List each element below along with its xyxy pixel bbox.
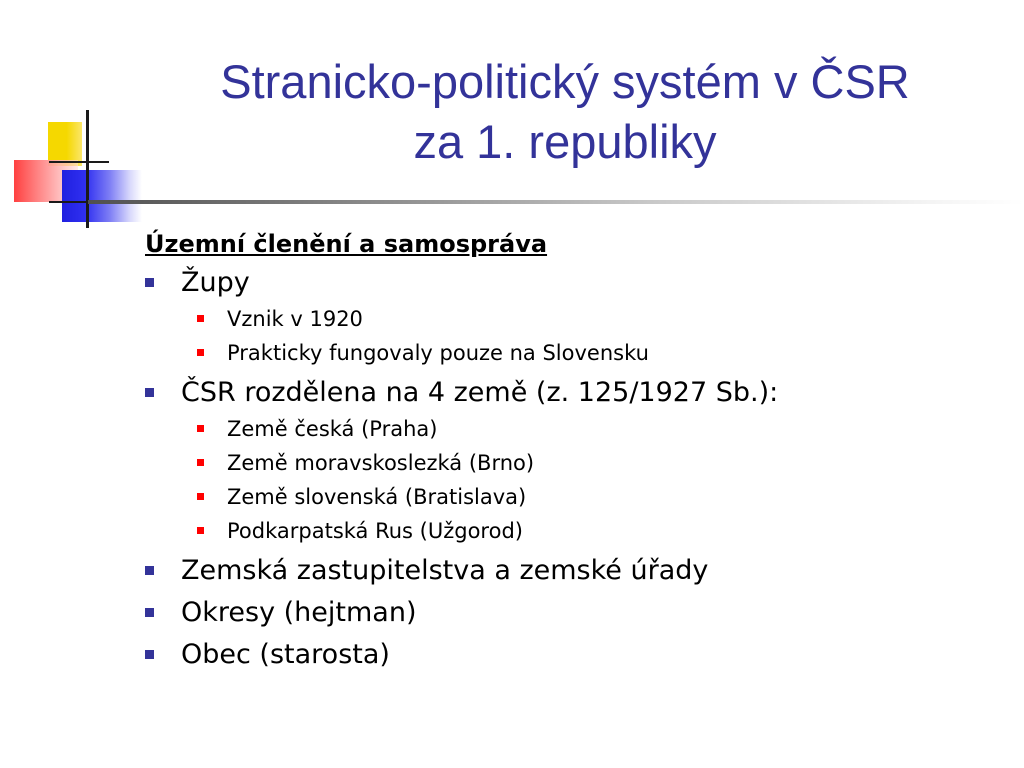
blue-square-bullet-icon	[145, 278, 154, 287]
red-square-bullet-icon	[197, 527, 204, 534]
slide-body	[145, 224, 1005, 674]
red-square-bullet-icon	[197, 425, 204, 432]
sub-list-item	[145, 336, 1005, 370]
title-divider	[88, 200, 1024, 204]
list-item	[145, 374, 1005, 412]
horizontal-line-top	[49, 161, 109, 163]
list-item-text: Zemská zastupitelstva a zemské úřady	[181, 555, 709, 586]
sub-list-item	[145, 480, 1005, 514]
vertical-line	[86, 110, 89, 228]
list-item-text: Okresy (hejtman)	[181, 597, 417, 628]
list-item-text: Obec (starosta)	[181, 639, 390, 670]
red-square-bullet-icon	[197, 349, 204, 356]
bullet-list	[145, 264, 1005, 674]
sub-list-item	[145, 514, 1005, 548]
sub-list-item-text: Podkarpatská Rus (Užgorod)	[227, 519, 523, 543]
sub-list-item	[145, 446, 1005, 480]
sub-list-item-text: Země moravskoslezká (Brno)	[227, 451, 535, 475]
title-line-2: za 1. republiky	[413, 115, 717, 168]
sub-list-item-text: Prakticky fungovaly pouze na Slovensku	[227, 341, 649, 365]
blue-square-bullet-icon	[145, 388, 154, 397]
red-square-bullet-icon	[197, 459, 204, 466]
list-item	[145, 264, 1005, 302]
blue-square-bullet-icon	[145, 608, 154, 617]
title-line-1: Stranicko-politický systém v ČSR	[220, 55, 910, 108]
sub-list-item-text: Země slovenská (Bratislava)	[227, 485, 527, 509]
list-item	[145, 594, 1005, 632]
corner-decoration-logo	[0, 0, 150, 240]
list-item-text: ČSR rozdělena na 4 země (z. 125/1927 Sb.):	[181, 377, 779, 408]
blue-square-bullet-icon	[145, 650, 154, 659]
red-square-bullet-icon	[197, 315, 204, 322]
list-item-text: Župy	[181, 267, 250, 298]
list-item	[145, 636, 1005, 674]
sub-list-item-text: Země česká (Praha)	[227, 417, 438, 441]
blue-square-bullet-icon	[145, 566, 154, 575]
slide-title	[150, 52, 980, 172]
sub-list-item	[145, 302, 1005, 336]
section-heading: Územní členění a samospráva	[145, 230, 548, 258]
sub-list-item-text: Vznik v 1920	[227, 307, 363, 331]
sub-list-item	[145, 412, 1005, 446]
red-square-bullet-icon	[197, 493, 204, 500]
blue-square	[62, 170, 142, 222]
list-item	[145, 552, 1005, 590]
